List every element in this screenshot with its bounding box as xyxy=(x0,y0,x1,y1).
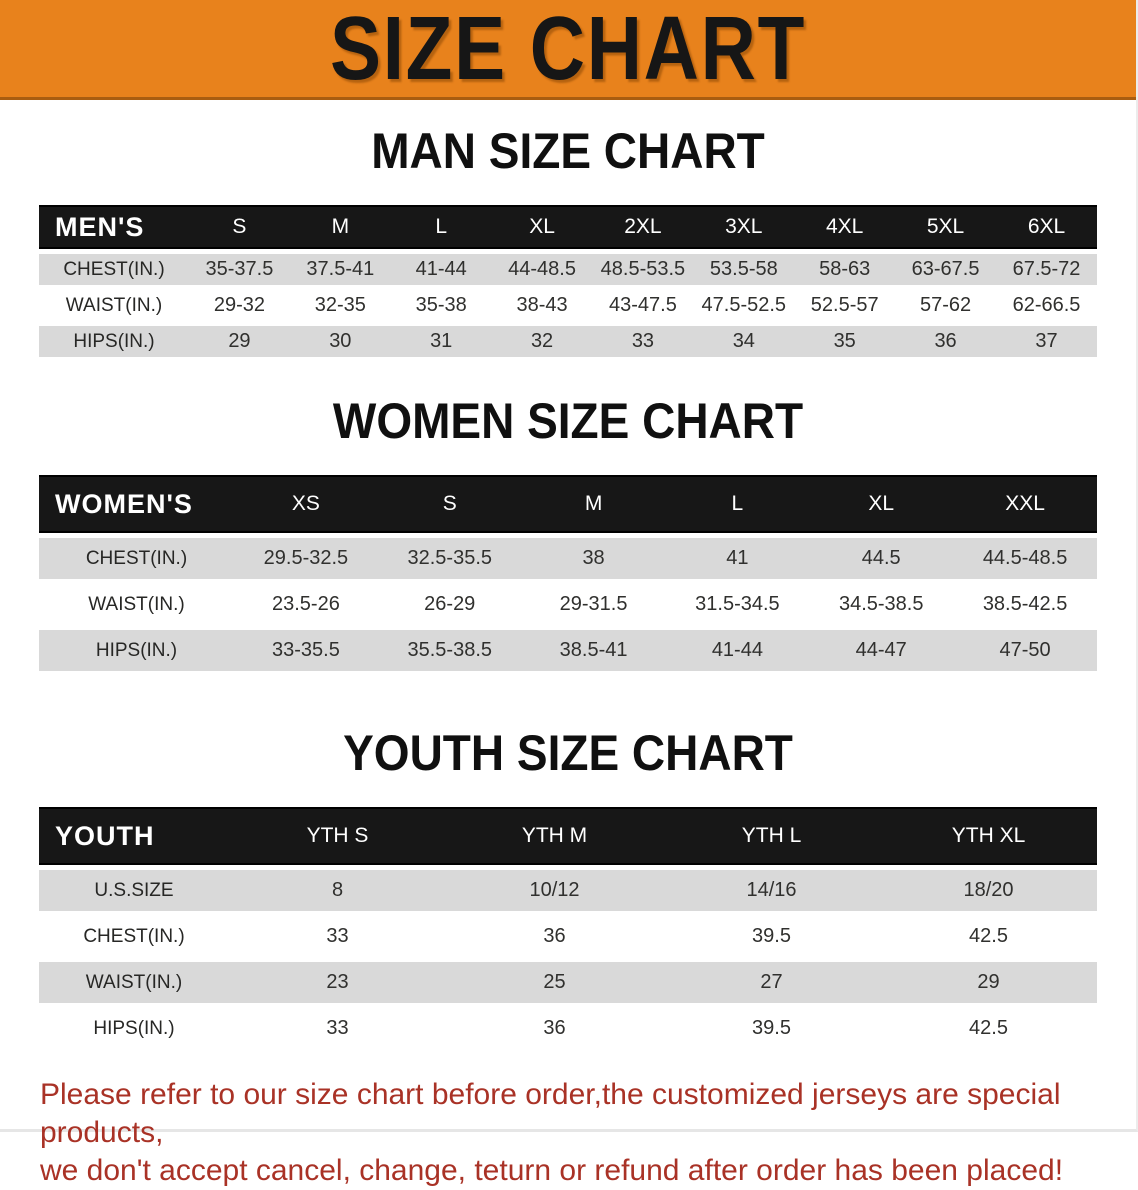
youth-size-table xyxy=(39,802,1097,1054)
size-column-header: S xyxy=(189,205,290,249)
measurement-row xyxy=(39,870,1097,911)
row-label-cell: CHEST(IN.) xyxy=(39,254,189,285)
measurement-cell: 39.5 xyxy=(663,916,880,957)
measurement-cell: 34.5-38.5 xyxy=(809,584,953,625)
women-size-section xyxy=(0,392,1136,676)
size-table-header-row xyxy=(39,475,1097,533)
measurement-cell: 37 xyxy=(996,326,1097,357)
measurement-cell: 57-62 xyxy=(895,290,996,321)
size-column-header: S xyxy=(378,475,522,533)
measurement-cell: 53.5-58 xyxy=(693,254,794,285)
measurement-cell: 32 xyxy=(492,326,593,357)
measurement-cell: 27 xyxy=(663,962,880,1003)
measurement-cell: 43-47.5 xyxy=(593,290,694,321)
table-group-label: YOUTH xyxy=(39,807,229,865)
row-label-cell: WAIST(IN.) xyxy=(39,962,229,1003)
measurement-cell: 29-32 xyxy=(189,290,290,321)
measurement-cell: 8 xyxy=(229,870,446,911)
measurement-row xyxy=(39,916,1097,957)
women-section-heading: WOMEN SIZE CHART xyxy=(332,393,804,449)
measurement-cell: 42.5 xyxy=(880,916,1097,957)
measurement-cell: 67.5-72 xyxy=(996,254,1097,285)
row-label-cell: WAIST(IN.) xyxy=(39,584,234,625)
man-size-section xyxy=(0,122,1136,362)
measurement-cell: 47-50 xyxy=(953,630,1097,671)
measurement-cell: 47.5-52.5 xyxy=(693,290,794,321)
row-label-cell: HIPS(IN.) xyxy=(39,1008,229,1049)
measurement-cell: 39.5 xyxy=(663,1008,880,1049)
measurement-cell: 38.5-41 xyxy=(522,630,666,671)
row-label-cell: CHEST(IN.) xyxy=(39,538,234,579)
size-column-header: 3XL xyxy=(693,205,794,249)
measurement-cell: 44-48.5 xyxy=(492,254,593,285)
measurement-cell: 10/12 xyxy=(446,870,663,911)
size-column-header: M xyxy=(522,475,666,533)
size-column-header: YTH M xyxy=(446,807,663,865)
measurement-row xyxy=(39,584,1097,625)
size-column-header: XL xyxy=(492,205,593,249)
measurement-cell: 23 xyxy=(229,962,446,1003)
row-label-cell: CHEST(IN.) xyxy=(39,916,229,957)
row-label-cell: HIPS(IN.) xyxy=(39,630,234,671)
measurement-cell: 41-44 xyxy=(391,254,492,285)
disclaimer-note xyxy=(40,1076,1136,1190)
measurement-row xyxy=(39,630,1097,671)
measurement-cell: 44.5 xyxy=(809,538,953,579)
measurement-row xyxy=(39,538,1097,579)
size-table-header-row xyxy=(39,205,1097,249)
measurement-cell: 44.5-48.5 xyxy=(953,538,1097,579)
measurement-cell: 42.5 xyxy=(880,1008,1097,1049)
measurement-cell: 14/16 xyxy=(663,870,880,911)
disclaimer-line-1: Please refer to our size chart before order,the customized jerseys are special products, xyxy=(40,1078,1061,1149)
measurement-cell: 32.5-35.5 xyxy=(378,538,522,579)
measurement-row xyxy=(39,962,1097,1003)
measurement-cell: 38.5-42.5 xyxy=(953,584,1097,625)
measurement-cell: 29-31.5 xyxy=(522,584,666,625)
size-column-header: XXL xyxy=(953,475,1097,533)
measurement-cell: 37.5-41 xyxy=(290,254,391,285)
size-chart-banner xyxy=(0,0,1136,100)
measurement-cell: 29.5-32.5 xyxy=(234,538,378,579)
measurement-cell: 32-35 xyxy=(290,290,391,321)
measurement-cell: 41-44 xyxy=(665,630,809,671)
youth-section-heading: YOUTH SIZE CHART xyxy=(343,725,793,781)
size-column-header: 4XL xyxy=(794,205,895,249)
measurement-cell: 29 xyxy=(880,962,1097,1003)
measurement-row xyxy=(39,290,1097,321)
size-column-header: YTH XL xyxy=(880,807,1097,865)
measurement-cell: 36 xyxy=(446,1008,663,1049)
measurement-cell: 31 xyxy=(391,326,492,357)
banner-title: SIZE CHART xyxy=(330,0,806,99)
measurement-cell: 35.5-38.5 xyxy=(378,630,522,671)
measurement-cell: 44-47 xyxy=(809,630,953,671)
table-group-label: MEN'S xyxy=(39,205,189,249)
measurement-cell: 63-67.5 xyxy=(895,254,996,285)
row-label-cell: HIPS(IN.) xyxy=(39,326,189,357)
size-column-header: YTH S xyxy=(229,807,446,865)
size-column-header: 5XL xyxy=(895,205,996,249)
measurement-cell: 29 xyxy=(189,326,290,357)
size-column-header: L xyxy=(665,475,809,533)
measurement-cell: 18/20 xyxy=(880,870,1097,911)
measurement-cell: 34 xyxy=(693,326,794,357)
men-size-table xyxy=(39,200,1097,362)
measurement-cell: 58-63 xyxy=(794,254,895,285)
row-label-cell: WAIST(IN.) xyxy=(39,290,189,321)
measurement-cell: 48.5-53.5 xyxy=(593,254,694,285)
measurement-cell: 33 xyxy=(229,1008,446,1049)
youth-size-section xyxy=(0,724,1136,1054)
measurement-cell: 33 xyxy=(593,326,694,357)
measurement-cell: 23.5-26 xyxy=(234,584,378,625)
size-table-header-row xyxy=(39,807,1097,865)
man-section-heading: MAN SIZE CHART xyxy=(371,123,765,179)
women-size-table xyxy=(39,470,1097,676)
disclaimer-line-2: we don't accept cancel, change, teturn or refund after order has been placed! xyxy=(40,1154,1064,1187)
size-column-header: M xyxy=(290,205,391,249)
measurement-row xyxy=(39,1008,1097,1049)
measurement-cell: 31.5-34.5 xyxy=(665,584,809,625)
measurement-cell: 41 xyxy=(665,538,809,579)
row-label-cell: U.S.SIZE xyxy=(39,870,229,911)
measurement-cell: 26-29 xyxy=(378,584,522,625)
size-column-header: L xyxy=(391,205,492,249)
measurement-cell: 62-66.5 xyxy=(996,290,1097,321)
size-column-header: XL xyxy=(809,475,953,533)
measurement-cell: 25 xyxy=(446,962,663,1003)
measurement-cell: 35 xyxy=(794,326,895,357)
measurement-row xyxy=(39,326,1097,357)
size-column-header: 2XL xyxy=(593,205,694,249)
size-column-header: 6XL xyxy=(996,205,1097,249)
measurement-cell: 38 xyxy=(522,538,666,579)
measurement-cell: 36 xyxy=(895,326,996,357)
measurement-cell: 33-35.5 xyxy=(234,630,378,671)
measurement-cell: 52.5-57 xyxy=(794,290,895,321)
size-column-header: XS xyxy=(234,475,378,533)
measurement-cell: 35-38 xyxy=(391,290,492,321)
measurement-row xyxy=(39,254,1097,285)
measurement-cell: 33 xyxy=(229,916,446,957)
size-column-header: YTH L xyxy=(663,807,880,865)
table-group-label: WOMEN'S xyxy=(39,475,234,533)
measurement-cell: 36 xyxy=(446,916,663,957)
measurement-cell: 35-37.5 xyxy=(189,254,290,285)
measurement-cell: 30 xyxy=(290,326,391,357)
measurement-cell: 38-43 xyxy=(492,290,593,321)
